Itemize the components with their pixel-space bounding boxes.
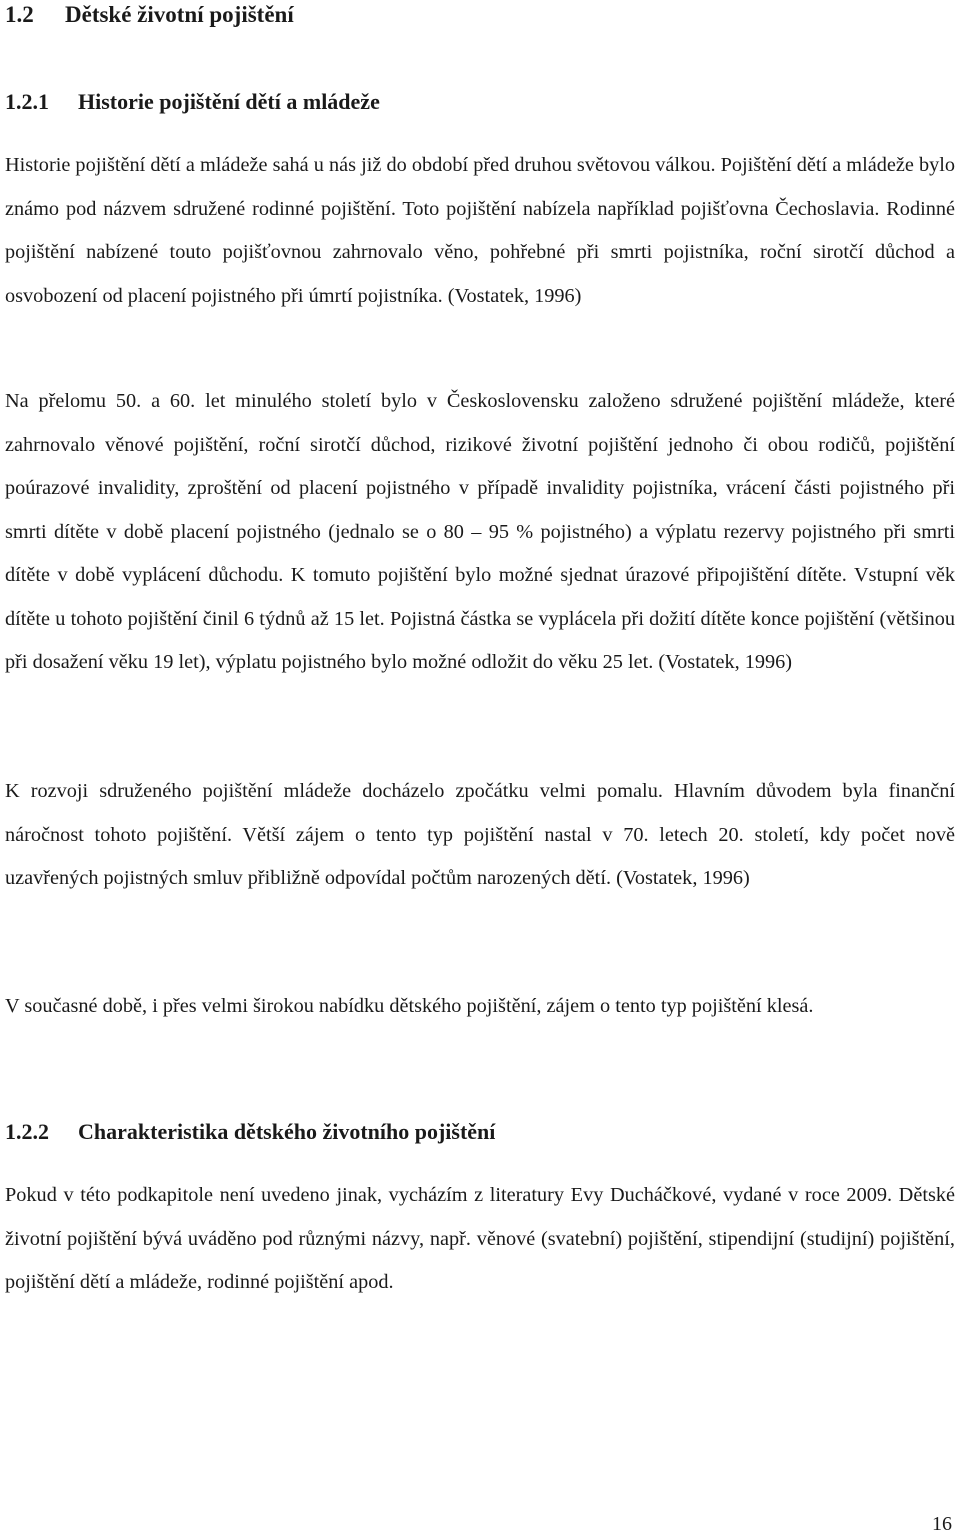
paragraph: Pokud v této podkapitole není uvedeno jinak, vycházím z literatury Evy Ducháčkové, vydané v roce 2009. Dětské životní pojištění bývá uváděno pod různými názvy, např. věnové (svatební) pojištění, stipendijní (studijní) pojištění, pojištění dětí a mládeže, rodinné pojištění apod. xyxy=(5,1184,955,1293)
section-heading xyxy=(5,0,294,30)
paragraph: Na přelomu 50. a 60. let minulého století bylo v Československu založeno sdružené pojištění mládeže, které zahrnovalo věnové pojištění, roční sirotčí důchod, rizikové životní pojištění jednoho či obou rodičů, pojištění poúrazové invalidity, zproštění od placení pojistného v případě invalidity pojistníka, vrácení části pojistného při smrti dítěte v době placení pojistného (jednalo se o 80 – 95 % pojistného) a výplatu rezervy pojistného při smrti dítěte v době vyplácení důchodu. K tomuto pojištění bylo možné sjednat úrazové připojištění dítěte. Vstupní věk dítěte u tohoto pojištění činil 6 týdnů až 15 let. Pojistná částka se vyplácela při dožití dítěte konce pojištění (většinou při dosažení věku 19 let), výplatu pojistného bylo možné odložit do věku 25 let. (Vostatek, 1996) xyxy=(5,390,955,673)
paragraph: Historie pojištění dětí a mládeže sahá u nás již do období před druhou světovou válkou. Pojištění dětí a mládeže bylo známo pod názvem sdružené rodinné pojištění. Toto pojištění nabízela například pojišťovna Čechoslavia. Rodinné pojištění nabízené touto pojišťovnou zahrnovalo věno, pohřebné při smrti pojistníka, roční sirotčí důchod a osvobození od placení pojistného při úmrtí pojistníka. (Vostatek, 1996) xyxy=(5,154,955,307)
subsection-heading-history xyxy=(5,87,380,117)
subsection-heading-characteristics xyxy=(5,1117,495,1147)
paragraph: K rozvoji sdruženého pojištění mládeže docházelo zpočátku velmi pomalu. Hlavním důvodem byla finanční náročnost tohoto pojištění. Větší zájem o tento typ pojištění nastal v 70. letech 20. století, kdy počet nově uzavřených pojistných smluv přibližně odpovídal počtům narozených dětí. (Vostatek, 1996) xyxy=(5,780,955,889)
subsection-number: 1.2.1 xyxy=(5,89,49,114)
section-number: 1.2 xyxy=(5,2,34,27)
subsection-number: 1.2.2 xyxy=(5,1119,49,1144)
subsection-title: Charakteristika dětského životního pojištění xyxy=(78,1119,496,1144)
subsection-title: Historie pojištění dětí a mládeže xyxy=(78,89,380,114)
section-title: Dětské životní pojištění xyxy=(65,2,294,27)
paragraph: V současné době, i přes velmi širokou nabídku dětského pojištění, zájem o tento typ pojištění klesá. xyxy=(5,995,814,1017)
page-number: 16 xyxy=(932,1513,952,1535)
